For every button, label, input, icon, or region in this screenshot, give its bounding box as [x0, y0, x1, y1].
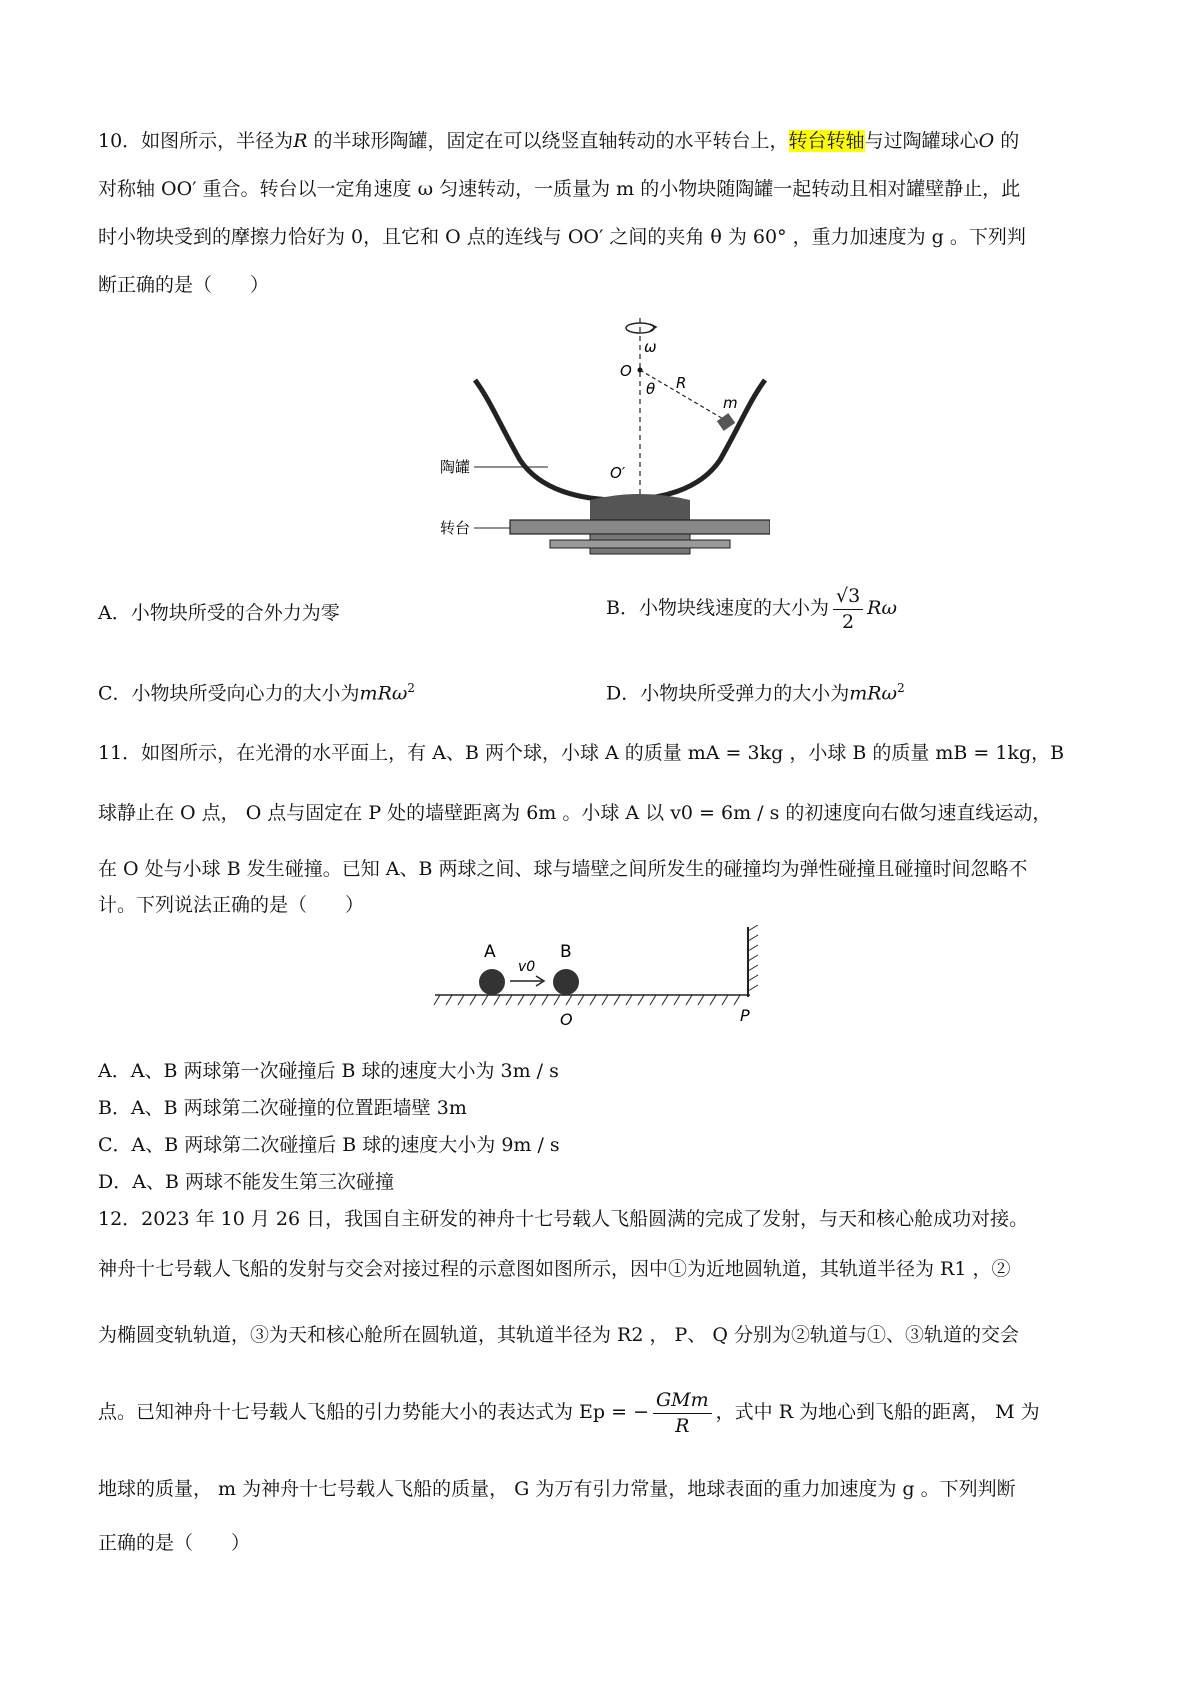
ball-b [553, 969, 579, 995]
highlighted-text: 转台转轴 [788, 130, 865, 152]
bowl-base [590, 494, 690, 520]
q12-line-2: 神舟十七号载人飞船的发射与交会对接过程的示意图如图所示，因中①为近地圆轨道，其轨道半径为 R1 ，② [98, 1258, 1011, 1280]
frac-den: 2 [842, 610, 855, 633]
q11-line-3: 在 O 处与小球 B 发生碰撞。已知 A、B 两球之间、球与墙壁之间所发生的碰撞均为弹性碰撞且碰撞时间忽略不 [98, 858, 1028, 880]
ball-a [479, 969, 505, 995]
option-d-math: mRω [849, 682, 898, 705]
label-ball-a: A [484, 942, 496, 962]
q11-option-a: A．A、B 两球第一次碰撞后 B 球的速度大小为 3m / s [98, 1060, 559, 1082]
q10-var-O: O [978, 130, 995, 152]
q12-line-4-text: 点。已知神舟十七号载人飞船的引力势能大小的表达式为 Ep = − [98, 1401, 649, 1424]
bowl-shape [475, 380, 765, 500]
frac-den: R [675, 1414, 690, 1437]
small-block [717, 413, 735, 431]
q10-option-c [98, 680, 415, 707]
option-d-text: D．小物块所受弹力的大小为 [606, 682, 850, 705]
bowl-figure [440, 310, 770, 560]
turntable [510, 520, 770, 534]
q12-line-1: 12．2023 年 10 月 26 日，我国自主研发的神舟十七号载人飞船圆满的完成了发射，与天和核心舱成功对接。 [98, 1208, 1029, 1230]
wall-hatching [748, 925, 758, 991]
label-v0: v0 [518, 959, 536, 975]
q10-option-b [606, 584, 897, 634]
label-point-p: P [740, 1006, 750, 1025]
label-omega: ω [644, 338, 657, 356]
collision-figure [430, 925, 770, 1035]
option-c-exp: 2 [407, 681, 416, 695]
label-ball-b: B [560, 942, 572, 962]
q12-line-4-tail: ，式中 R 为地心到飞船的距离， M 为 [715, 1401, 1040, 1424]
q11-option-c: C．A、B 两球第二次碰撞后 B 球的速度大小为 9m / s [98, 1134, 560, 1156]
q11-option-d: D．A、B 两球不能发生第三次碰撞 [98, 1171, 394, 1193]
label-m: m [723, 394, 738, 412]
q10-line-2: 对称轴 OO′ 重合。转台以一定角速度 ω 匀速转动，一质量为 m 的小物块随陶罐一起转动且相对罐壁静止，此 [98, 178, 1021, 200]
q10-line-3: 时小物块受到的摩擦力恰好为 0，且它和 O 点的连线与 OO′ 之间的夹角 θ 为 60° ，重力加速度为 g 。下列判 [98, 226, 1026, 248]
fraction-sqrt3-over-2 [833, 584, 863, 634]
label-O: O [620, 362, 632, 380]
label-jar: 陶罐 [440, 458, 471, 476]
q11-option-b: B．A、B 两球第二次碰撞的位置距墙壁 3m [98, 1097, 467, 1119]
q11-line-1: 11．如图所示，在光滑的水平面上，有 A、B 两个球，小球 A 的质量 mA = 3kg ，小球 B 的质量 mB = 1kg，B [98, 742, 1065, 764]
q10-line-1 [98, 128, 1019, 155]
option-b-text: B．小物块线速度的大小为 [606, 597, 829, 620]
label-turntable: 转台 [440, 519, 471, 537]
q10-option-a: A．小物块所受的合外力为零 [98, 602, 340, 624]
fraction-gmm-over-r [653, 1388, 712, 1438]
label-point-o: O [560, 1010, 573, 1029]
option-b-math: Rω [867, 597, 897, 620]
q10-option-d [606, 680, 905, 707]
q11-line-2: 球静止在 O 点， O 点与固定在 P 处的墙壁距离为 6m 。小球 A 以 v0 = 6m / s 的初速度向右做匀速直线运动， [98, 802, 1052, 824]
q10-text: 10．如图所示，半径为 [98, 130, 294, 152]
frac-num: √3 [833, 584, 863, 610]
q12-line-4 [98, 1388, 1040, 1438]
q10-text: 的半球形陶罐，固定在可以绕竖直轴转动的水平转台上， [307, 130, 789, 152]
q12-line-5: 地球的质量， m 为神舟十七号载人飞船的质量， G 为万有引力常量，地球表面的重力加速度为 g 。下列判断 [98, 1478, 1016, 1500]
option-c-math: mRω [359, 682, 408, 705]
ground-hatching [434, 995, 740, 1005]
label-Oprime: O′ [610, 464, 626, 482]
q12-line-3: 为椭圆变轨轨道，③为天和核心舱所在圆轨道，其轨道半径为 R2 ， P、 Q 分别为②轨道与①、③轨道的交会 [98, 1324, 1019, 1346]
q10-text: 的 [994, 130, 1020, 152]
q12-line-6: 正确的是（ ） [98, 1532, 251, 1554]
q11-line-4: 计。下列说法正确的是（ ） [98, 894, 365, 916]
q10-line-4: 断正确的是（ ） [98, 274, 270, 296]
q10-var-R: R [293, 130, 308, 152]
label-R: R [676, 374, 687, 392]
option-c-text: C．小物块所受向心力的大小为 [98, 682, 360, 705]
frac-num: GMm [653, 1388, 712, 1414]
label-theta: θ [646, 380, 656, 398]
q10-text: 与过陶罐球心 [864, 130, 979, 152]
option-d-exp: 2 [897, 681, 905, 695]
